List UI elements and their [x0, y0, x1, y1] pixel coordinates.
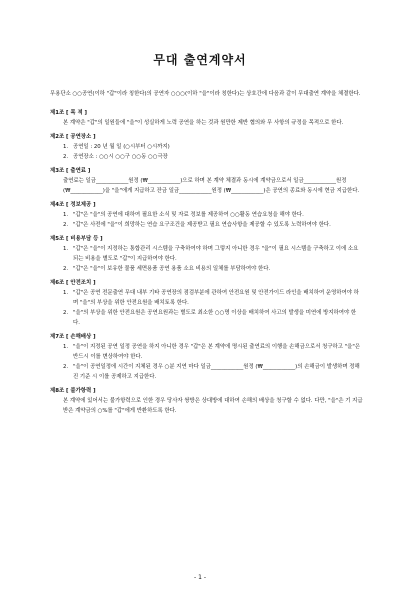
article-item	[50, 210, 363, 220]
article-section	[50, 108, 363, 128]
article-section	[50, 278, 363, 328]
article-item	[50, 142, 363, 152]
item-text: "을"이 공연일정에 시간이 지체된 경우 ○분 지연 마다 일금____________원정 (₩____________)의 손해금이 발생하며 정해진 기준 시 이를 공제하고 지급한다.	[73, 364, 360, 380]
item-number: 1.	[63, 344, 69, 350]
article-item	[50, 362, 363, 382]
article-item	[50, 220, 363, 230]
article-heading: 제1조 [ 목 적 ]	[50, 110, 88, 116]
article-heading: 제6조 [ 안전조치 ]	[50, 280, 96, 286]
intro-paragraph: 무용단소 ○○공연(이하 "갑"이라 칭한다)의 공연자 ○○○(이하 "을"이라 칭한다)는 상호간에 다음과 같이 무대출연 계약을 체결한다.	[50, 91, 361, 97]
document-title: 무대 출연계약서	[153, 53, 247, 67]
item-text: 공연장소 : ○○시 ○○구 ○○동 ○○극장	[73, 154, 168, 160]
article-section	[50, 234, 363, 274]
item-number: 1.	[63, 290, 69, 296]
article-item	[50, 308, 363, 328]
article-paragraph: 본 계약은 "갑"의 일원들에 "을"이 성실하게 노력 공연을 하는 것과 원만한 제반 협의와 무 사항의 규정을 목적으로 한다.	[63, 120, 344, 126]
item-text: "을"의 부상을 위한 안전요원은 공연요원과는 별도로 최소한 ○○명 이상을 배치하여 사고의 발생을 미연에 방지하여야 한다.	[73, 310, 357, 326]
item-text: "갑"은 공연 전문출연 무대 내부 기타 공연장의 점검부분에 관하여 안전요원 및 안전가이드 라인을 배치하여 운영하여야 하며 "을"의 부상을 위한 안전요원을 배치토록 한다.	[73, 290, 359, 306]
item-text: "갑"은 "을"이 보유한 물품 세면용품 공연 용품 소요 비용의 일체를 부담하여야 한다.	[73, 266, 271, 272]
article-section	[50, 132, 363, 162]
page-number: - 1 -	[194, 574, 206, 581]
item-number: 1.	[63, 144, 69, 150]
article-heading: 제4조 [ 정보제공 ]	[50, 202, 96, 208]
article-heading: 제2조 [ 공연장소 ]	[50, 134, 96, 140]
item-text: 공연일 : 20 년 월 일 (○시부터 ○시까지)	[73, 144, 170, 150]
item-text: "갑"은 "을"의 공연에 대하여 필요한 소식 및 자료 정보를 제공하여 ○○활동 연습요청을 해야 한다.	[73, 212, 304, 218]
item-text: "갑"은 "을"이 지정하는 통합관리 시스템을 구축하여야 하며 그렇지 아니한 경우 "을"이 필요 시스템을 구축하고 이에 소요되는 비용을 별도로 "갑"이 지급하여야 한다.	[73, 246, 359, 262]
item-number: 2.	[63, 310, 69, 316]
item-number: 1.	[63, 212, 69, 218]
article-paragraph: 출연료는 일금____________원정 (₩____________)으로 하며 본 계약 체결과 동시에 계약금으로서 일금____________원정 (₩____________)을 "을"에게 지급하고 잔금 일금____________원정 (₩____________)은 공연의 종료와 동시에 현금 지급한다.	[63, 178, 360, 194]
document-body	[50, 89, 363, 416]
item-number: 2.	[63, 364, 69, 370]
article-item	[50, 342, 363, 362]
item-text: "을"이 지정된 공연 일정 공연을 하지 아니한 경우 "갑"은 본 계약에 명시된 출연료의 이행을 손해금으로서 청구하고 "을"은 반드시 이를 변상하여야 한다.	[73, 344, 361, 360]
article-heading: 제8조 [ 불가항력 ]	[50, 388, 96, 394]
article-item	[50, 288, 363, 308]
item-number: 2.	[63, 266, 69, 272]
article-section	[50, 200, 363, 230]
article-section	[50, 386, 363, 416]
article-section	[50, 332, 363, 382]
article-heading: 제7조 [ 손해배상 ]	[50, 334, 96, 340]
item-text: "갑"은 사전에 "을"이 희망하는 연습 요구조건을 제공받고 필요 연습사항을 제공할 수 있도록 노력하여야 한다.	[73, 222, 331, 228]
article-section	[50, 166, 363, 196]
item-number: 1.	[63, 246, 69, 252]
item-number: 2.	[63, 222, 69, 228]
article-heading: 제5조 [ 비용부담 등 ]	[50, 236, 103, 242]
item-number: 2.	[63, 154, 69, 160]
article-paragraph: 본 계약에 있어서는 불가항력으로 인한 경우 당사자 쌍방은 상대방에 대하여 손해의 배상을 청구할 수 없다. 다만, "을"은 기 지급받은 계약금의 ○%를 "갑"에게 반환하도록 한다.	[63, 398, 363, 414]
article-item	[50, 264, 363, 274]
article-heading: 제3조 [ 출연료 ]	[50, 168, 91, 174]
article-item	[50, 244, 363, 264]
article-item	[50, 152, 363, 162]
